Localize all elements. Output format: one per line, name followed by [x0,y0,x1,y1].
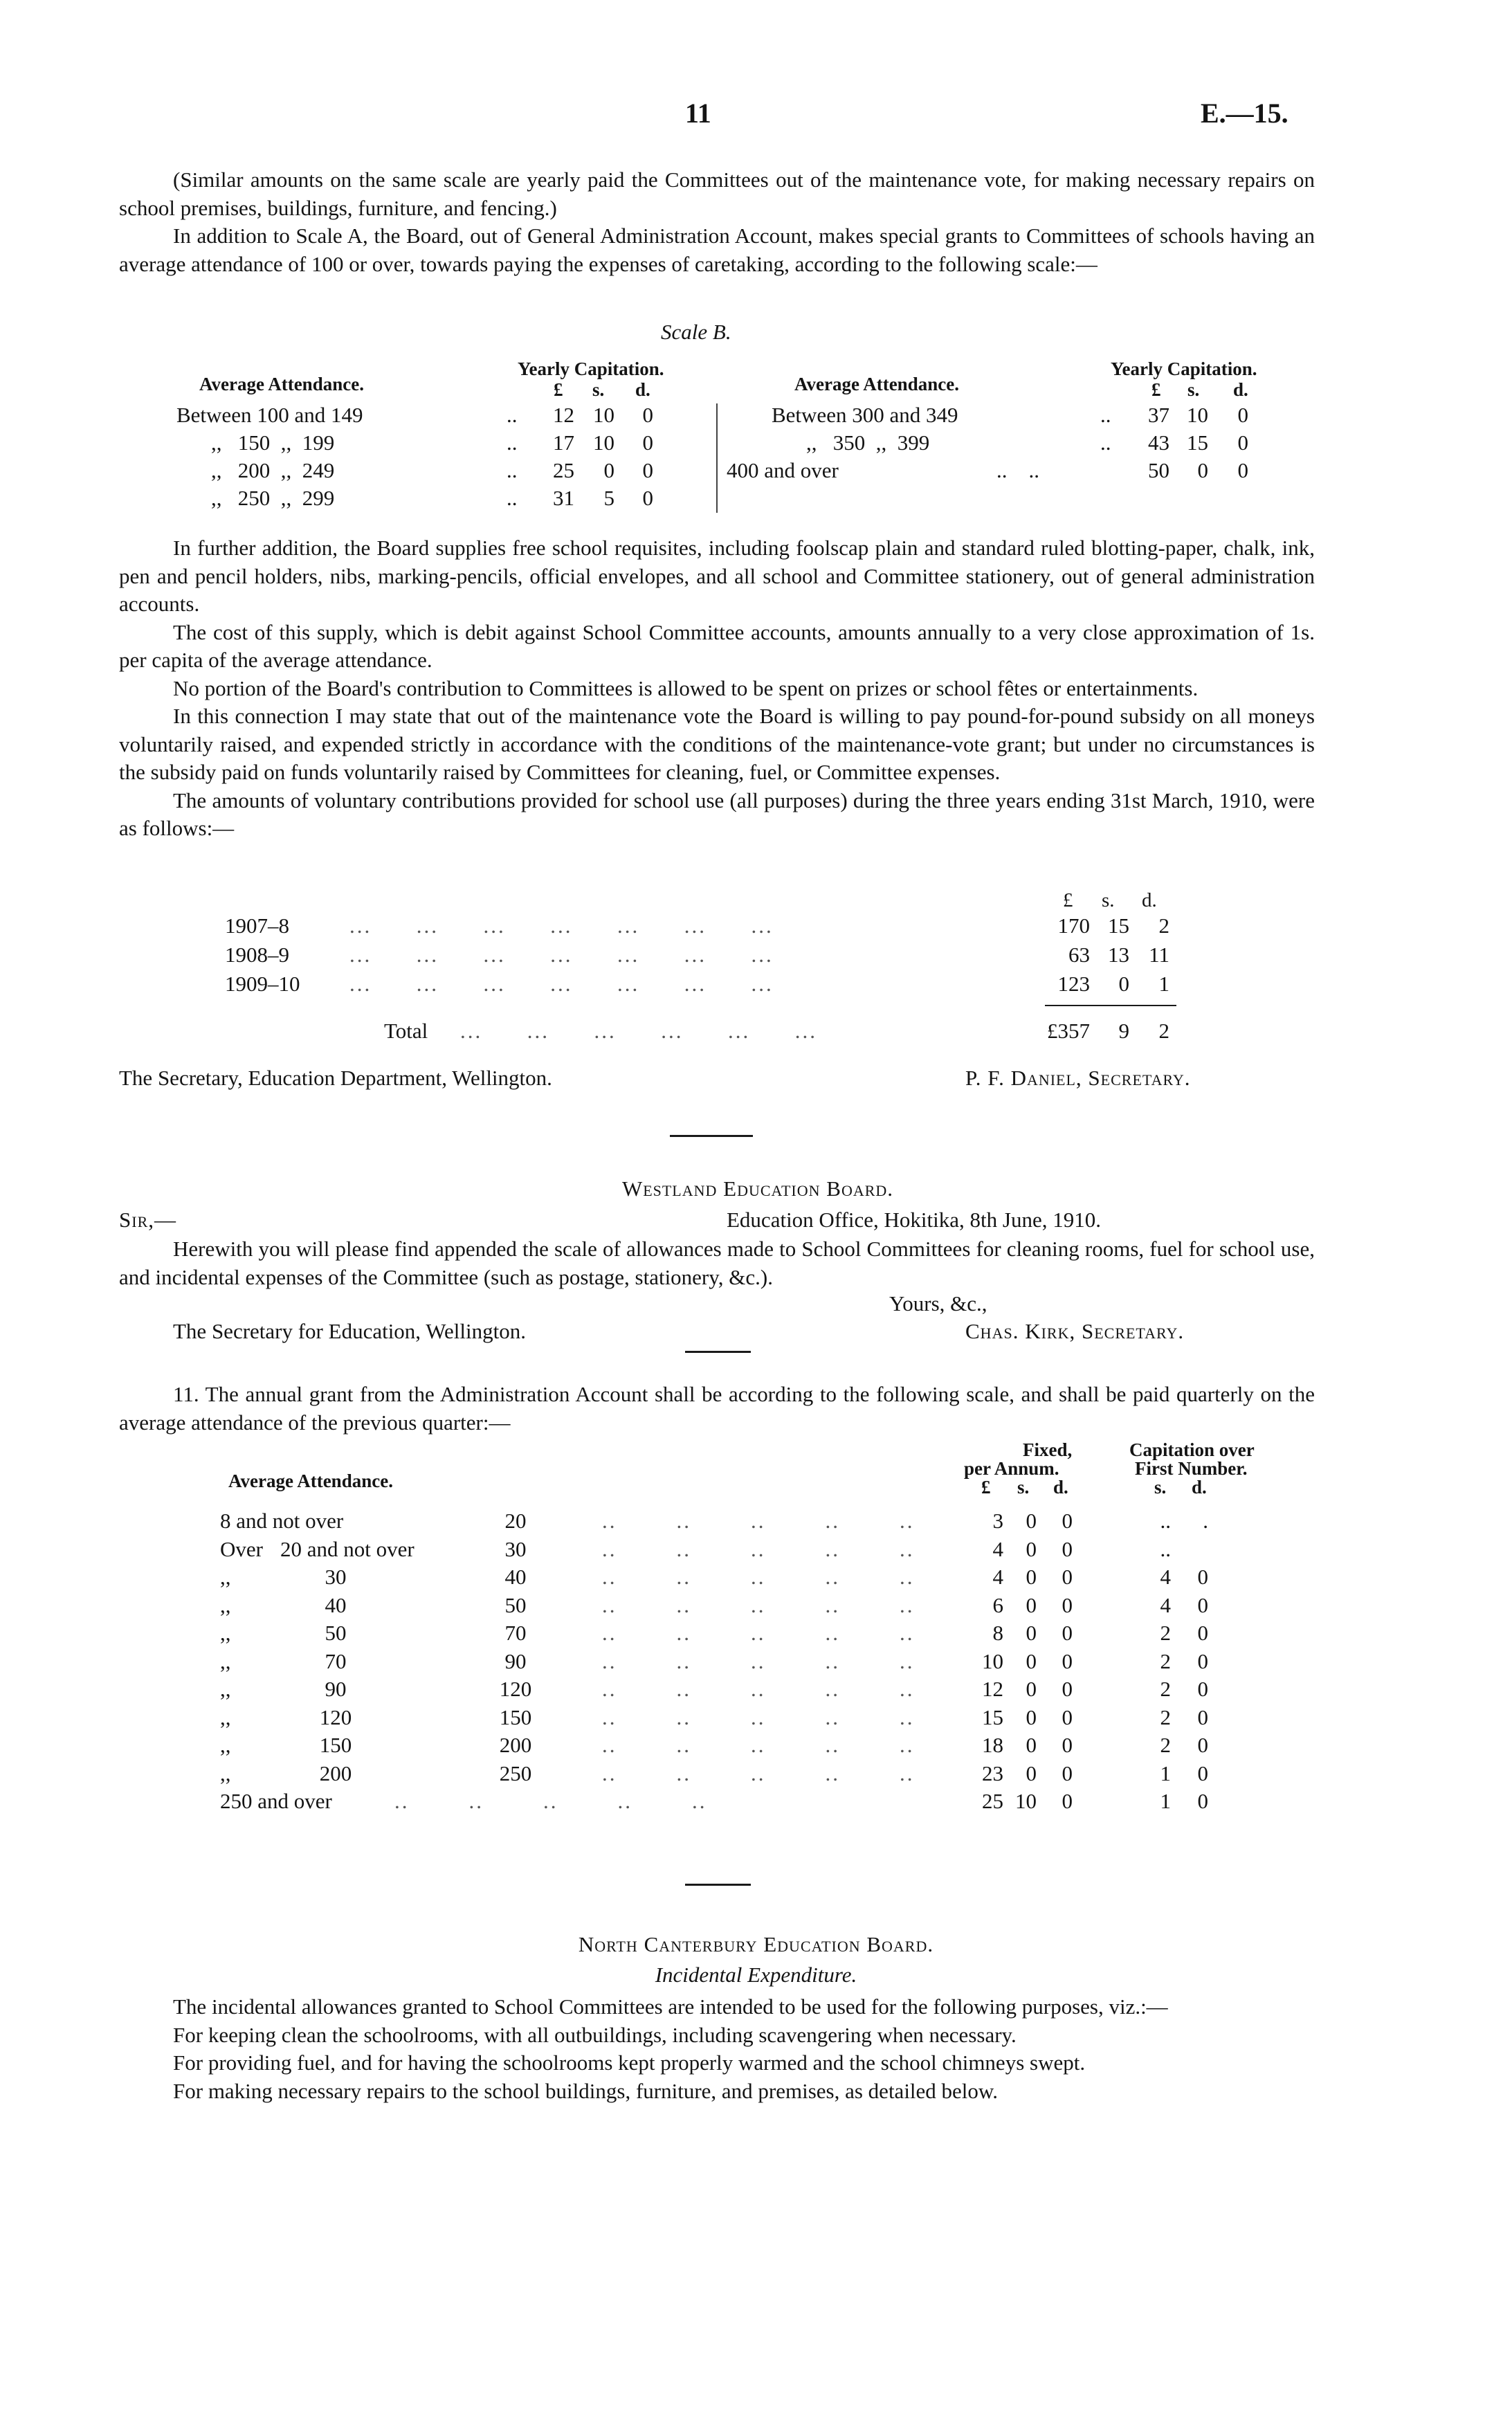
leader: .. .. .. .. .. [602,1565,915,1589]
amount-pounds: 43 [1148,430,1169,455]
paragraph: 11. The annual grant from the Administration Account shall be according to the following scale, and shall be paid quarterly on the average attendance of the previous quarter:— [119,1382,1315,1435]
attendance-prefix: ,, [220,1733,231,1757]
capitation-pence: 0 [1197,1733,1208,1757]
leader: ... ... ... ... ... ... ... [349,943,774,967]
attendance-from: 70 [325,1649,347,1673]
section-divider [685,1884,751,1886]
leader: .. .. .. .. .. [602,1705,915,1729]
amount-pounds: 17 [553,430,574,455]
amount-pence: 0 [642,486,653,510]
amount-pounds: 12 [553,403,574,427]
attendance-prefix: ,, [220,1649,231,1673]
leader: .. .. .. .. .. [602,1621,915,1645]
attendance-prefix: ,, [220,1621,231,1645]
leader: .. .. .. .. .. [602,1593,915,1617]
attendance-to: 50 [504,1593,527,1617]
paragraph: For providing fuel, and for having the schoolrooms kept properly warmed and the school chimneys swept. [173,2050,1086,2075]
amount-pence: 0 [1237,403,1248,427]
fixed-pence: 0 [1062,1621,1073,1645]
fixed-shillings: 0 [1026,1621,1037,1645]
column-header: per Annum. [964,1458,1059,1479]
amount-pence: 0 [642,430,653,455]
amount-pence: 0 [642,458,653,482]
attendance-from: 20 and not over [280,1537,415,1561]
unit-label: £ [981,1477,991,1498]
incidental-text [119,1993,1315,2105]
amount-shillings: 15 [1187,430,1208,455]
amount-shillings: 10 [593,430,614,455]
attendance-to: 200 [499,1733,532,1757]
table-row-label: ,, 350 ,, 399 [806,430,930,455]
capitation-shillings: 2 [1160,1733,1171,1757]
fixed-pounds: 3 [992,1509,1003,1533]
amount-pounds: 25 [553,458,574,482]
unit-label: s. [1187,379,1200,400]
capitation-pence: 0 [1197,1761,1208,1785]
amount-shillings: 0 [1197,458,1208,482]
fixed-pounds: 6 [992,1593,1003,1617]
fixed-shillings: 0 [1026,1593,1037,1617]
table-row-label: Between 300 and 349 [772,403,958,427]
document-reference: E.—15. [1201,98,1288,129]
amount-pounds: 37 [1148,403,1169,427]
leader: .. [1100,430,1111,455]
total-pence: 2 [1158,1019,1169,1043]
attendance-prefix: Over [220,1537,263,1561]
leader: .. .. .. .. .. [602,1509,915,1533]
column-header: First Number. [1135,1458,1248,1479]
leader: .. .. .. .. .. [602,1733,915,1757]
year-label: 1908–9 [225,943,289,967]
fixed-pence: 0 [1062,1677,1073,1701]
letter-body [119,1235,1315,1291]
amount-shillings: 0 [603,458,614,482]
fixed-shillings: 0 [1026,1761,1037,1785]
addressee: The Secretary, Education Department, Wellington. [119,1066,552,1090]
paragraph: No portion of the Board's contribution to Committees is allowed to be spent on prizes or school fêtes or entertainments. [173,675,1199,700]
unit-label: s. [1154,1477,1167,1498]
paragraph: The incidental allowances granted to School Committees are intended to be used for the following purposes, viz.:— [173,1994,1168,2019]
unit-label: £ [554,379,563,400]
column-header: Average Attendance. [794,374,959,394]
amount-pounds: 170 [1057,913,1090,938]
unit-label: d. [1142,889,1157,911]
amount-pence: 2 [1158,913,1169,938]
attendance-from: 120 [319,1705,352,1729]
capitation-shillings: .. [1160,1537,1171,1561]
amount-pence: 11 [1149,943,1169,967]
column-header: Yearly Capitation. [1111,358,1257,379]
fixed-shillings: 0 [1026,1565,1037,1589]
capitation-shillings: .. [1160,1509,1171,1533]
fixed-shillings: 0 [1026,1509,1037,1533]
amount-shillings: 13 [1108,943,1129,967]
amount-pounds: 50 [1148,458,1169,482]
leader: ... ... ... ... ... ... ... [349,972,774,996]
amount-pounds: 31 [553,486,574,510]
capitation-shillings: 2 [1160,1677,1171,1701]
fixed-pence: 0 [1062,1509,1073,1533]
attendance-from: 150 [319,1733,352,1757]
column-header: Average Attendance. [228,1471,393,1491]
sum-rule [1045,1005,1176,1006]
address-line: Education Office, Hokitika, 8th June, 1910. [727,1208,1101,1232]
unit-label: d. [1192,1477,1207,1498]
unit-label: s. [592,379,605,400]
paragraph: For making necessary repairs to the school buildings, furniture, and premises, as detailed below. [173,2078,999,2103]
fixed-shillings: 0 [1026,1677,1037,1701]
fixed-pence: 0 [1062,1705,1073,1729]
amount-shillings: 10 [1187,403,1208,427]
paragraph: The cost of this supply, which is debit against School Committee accounts, amounts annually to a very close approximation of 1s. per capita of the average attendance. [119,619,1315,672]
leader: .. [507,430,518,455]
capitation-pence: . [1203,1509,1208,1533]
amount-pence: 0 [1237,430,1248,455]
leader: .. [1100,403,1111,427]
column-divider [716,403,718,513]
attendance-to: 70 [504,1621,527,1645]
paragraph: In this connection I may state that out of the maintenance vote the Board is willing to pay pound-for-pound subsidy on all moneys voluntarily raised, and expended strictly in accordance with the conditions of the maintenance-vote grant; but under no circumstances is the subsidy paid on funds voluntarily raised by Committees for cleaning, fuel, or Committee expenses. [119,704,1315,784]
fixed-pounds: 25 [982,1789,1003,1813]
leader: .. .. [996,458,1039,482]
attendance-prefix: ,, [220,1705,231,1729]
table-row-label: ,, 200 ,, 249 [211,458,335,482]
attendance-from: 30 [325,1565,347,1589]
attendance-from: 90 [325,1677,347,1701]
attendance-prefix: ,, [220,1677,231,1701]
closing: Yours, &c., [889,1291,987,1316]
fixed-pence: 0 [1062,1649,1073,1673]
capitation-pence: 0 [1197,1705,1208,1729]
fixed-shillings: 0 [1026,1705,1037,1729]
fixed-pounds: 12 [982,1677,1003,1701]
paragraph: In further addition, the Board supplies free school requisites, including foolscap plain and standard ruled blotting-paper, chalk, ink, pen and pencil holders, nibs, marking-pencils, official envelopes, and all school and Committee stationery, out of general administration accounts. [119,536,1315,616]
capitation-shillings: 2 [1160,1649,1171,1673]
capitation-pence: 0 [1197,1649,1208,1673]
attendance-prefix: 250 and over [220,1789,332,1813]
fixed-pence: 0 [1062,1761,1073,1785]
amount-pence: 1 [1158,972,1169,996]
paragraph: For keeping clean the schoolrooms, with all outbuildings, including scavengering when necessary. [173,2022,1017,2047]
fixed-pence: 0 [1062,1537,1073,1561]
capitation-pence: 0 [1197,1621,1208,1645]
table-row-label: Between 100 and 149 [176,403,363,427]
capitation-shillings: 4 [1160,1565,1171,1589]
amount-pounds: 123 [1057,972,1090,996]
leader: .. .. .. .. .. [602,1537,915,1561]
paragraph: In addition to Scale A, the Board, out of General Administration Account, makes special grants to Committees of schools having an average attendance of 100 or over, towards paying the expenses of caretaking, according to the following scale:— [119,224,1315,276]
scale-b-title: Scale B. [661,320,731,344]
year-label: 1907–8 [225,913,289,938]
capitation-shillings: 1 [1160,1789,1171,1813]
unit-label: s. [1102,889,1115,911]
fixed-pence: 0 [1062,1593,1073,1617]
column-header: Fixed, [1023,1439,1073,1460]
table-row-label: 400 and over [727,458,839,482]
year-label: 1909–10 [225,972,300,996]
page-number: 11 [685,98,711,129]
section-subheading: Incidental Expenditure. [655,1963,857,1987]
capitation-pence: 0 [1197,1593,1208,1617]
leader: .. .. .. .. .. [602,1649,915,1673]
amount-pence: 0 [642,403,653,427]
unit-label: d. [1233,379,1248,400]
attendance-prefix: ,, [220,1565,231,1589]
leader: .. [507,458,518,482]
salutation: Sir,— [119,1208,176,1232]
capitation-pence: 0 [1197,1789,1208,1813]
unit-label: £ [1151,379,1161,400]
column-header: Capitation over [1129,1439,1255,1460]
attendance-to: 90 [504,1649,527,1673]
fixed-pence: 0 [1062,1733,1073,1757]
attendance-to: 40 [504,1565,527,1589]
table-row-label: ,, 150 ,, 199 [211,430,335,455]
board-heading: North Canterbury Education Board. [578,1932,934,1956]
fixed-pence: 0 [1062,1565,1073,1589]
fixed-shillings: 0 [1026,1649,1037,1673]
unit-label: £ [1063,889,1073,911]
attendance-prefix: ,, [220,1761,231,1785]
fixed-shillings: 0 [1026,1537,1037,1561]
capitation-shillings: 2 [1160,1705,1171,1729]
fixed-pounds: 4 [992,1537,1003,1561]
capitation-shillings: 4 [1160,1593,1171,1617]
attendance-to: 20 [504,1509,527,1533]
leader: .. .. .. .. .. [602,1677,915,1701]
fixed-pounds: 8 [992,1621,1003,1645]
fixed-pounds: 4 [992,1565,1003,1589]
total-pounds: £357 [1047,1019,1090,1043]
paragraph: Herewith you will please find appended the scale of allowances made to School Committees for cleaning rooms, fuel for school use, and incidental expenses of the Committee (such as postage, stationery, &c.). [119,1237,1315,1289]
capitation-pence: 0 [1197,1677,1208,1701]
attendance-to: 120 [499,1677,532,1701]
fixed-shillings: 0 [1026,1733,1037,1757]
attendance-from: 200 [319,1761,352,1785]
column-header: Average Attendance. [199,374,364,394]
attendance-from: 50 [325,1621,347,1645]
amount-shillings: 10 [593,403,614,427]
amount-shillings: 0 [1118,972,1129,996]
capitation-pence: 0 [1197,1565,1208,1589]
attendance-from: 40 [325,1593,347,1617]
leader: .. .. .. .. .. [394,1789,707,1813]
total-label: Total [384,1019,428,1043]
unit-label: s. [1017,1477,1030,1498]
clause-text [119,1381,1315,1437]
attendance-to: 30 [504,1537,527,1561]
fixed-pence: 0 [1062,1789,1073,1813]
fixed-pounds: 10 [982,1649,1003,1673]
amount-pence: 0 [1237,458,1248,482]
body-text [119,534,1315,843]
capitation-shillings: 2 [1160,1621,1171,1645]
signature: Chas. Kirk, Secretary. [965,1319,1185,1343]
leader: ... ... ... ... ... ... [460,1019,817,1043]
fixed-pounds: 18 [982,1733,1003,1757]
amount-shillings: 15 [1108,913,1129,938]
leader: .. [507,486,518,510]
addressee: The Secretary for Education, Wellington. [173,1319,526,1343]
amount-pounds: 63 [1068,943,1090,967]
unit-label: d. [1053,1477,1068,1498]
attendance-prefix: 8 and not over [220,1509,344,1533]
total-shillings: 9 [1118,1019,1129,1043]
fixed-pounds: 23 [982,1761,1003,1785]
attendance-to: 150 [499,1705,532,1729]
unit-label: d. [635,379,650,400]
paragraph: (Similar amounts on the same scale are yearly paid the Committees out of the maintenance vote, for making necessary repairs on school premises, buildings, furniture, and fencing.) [119,167,1315,220]
signature: P. F. Daniel, Secretary. [965,1066,1191,1090]
capitation-shillings: 1 [1160,1761,1171,1785]
leader: .. .. .. .. .. [602,1761,915,1785]
attendance-prefix: ,, [220,1593,231,1617]
board-heading: Westland Education Board. [621,1176,894,1201]
intro-text [119,166,1315,278]
fixed-pounds: 15 [982,1705,1003,1729]
table-row-label: ,, 250 ,, 299 [211,486,335,510]
attendance-to: 250 [499,1761,532,1785]
leader: ... ... ... ... ... ... ... [349,913,774,938]
column-header: Yearly Capitation. [518,358,664,379]
fixed-shillings: 10 [1015,1789,1037,1813]
section-divider [685,1351,751,1353]
amount-shillings: 5 [603,486,614,510]
leader: .. [507,403,518,427]
section-divider [670,1135,753,1137]
paragraph: The amounts of voluntary contributions provided for school use (all purposes) during the three years ending 31st March, 1910, were as follows:— [119,788,1315,840]
